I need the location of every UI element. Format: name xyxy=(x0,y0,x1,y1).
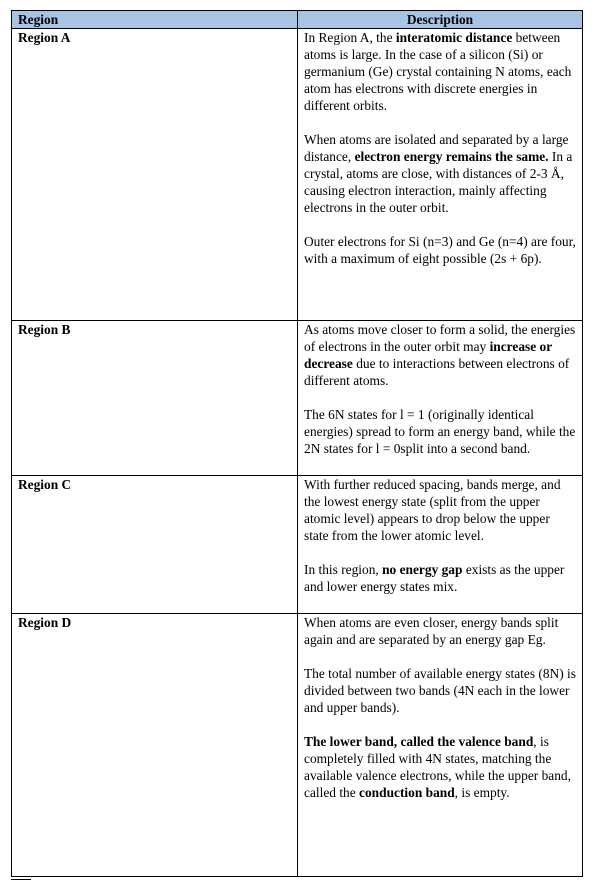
description-paragraph xyxy=(304,321,576,389)
text-run: As atoms move closer to form a solid, the energies of electrons in the outer orbit may xyxy=(304,322,576,354)
text-run: In this region, xyxy=(304,562,383,577)
region-description-table xyxy=(11,10,583,877)
header-description: Description xyxy=(298,11,583,29)
table-row xyxy=(12,29,583,321)
text-run: When atoms are even closer, energy bands split again and are separated by an energy gap Eg. xyxy=(304,615,559,647)
bottom-rule xyxy=(11,879,31,880)
region-cell: Region C xyxy=(12,476,298,614)
table-row xyxy=(12,476,583,614)
header-region: Region xyxy=(12,11,298,29)
text-run: due to interactions between electrons of different atoms. xyxy=(304,356,570,388)
description-cell xyxy=(298,476,583,614)
text-run: The total number of available energy states (8N) is divided between two bands (4N each in the lower and upper bands). xyxy=(304,666,576,715)
text-run: , is empty. xyxy=(454,785,510,800)
description-paragraph xyxy=(304,665,576,716)
table-header-row xyxy=(12,11,583,29)
description-paragraph xyxy=(304,29,576,114)
bold-text: interatomic distance xyxy=(395,30,513,45)
description-paragraph xyxy=(304,614,576,648)
region-cell: Region B xyxy=(12,321,298,476)
bold-text: no energy gap xyxy=(382,562,463,577)
table-row xyxy=(12,321,583,476)
text-run: With further reduced spacing, bands merge, and the lowest energy state (split from the upper atomic level) appears to drop below the upper state from the lower atomic level. xyxy=(304,477,561,543)
description-paragraph xyxy=(304,131,576,216)
region-cell: Region D xyxy=(12,614,298,877)
text-run: In Region A, the xyxy=(304,30,396,45)
description-paragraph xyxy=(304,561,576,595)
description-paragraph xyxy=(304,476,576,544)
region-cell: Region A xyxy=(12,29,298,321)
description-paragraph xyxy=(304,233,576,267)
bold-text: conduction band xyxy=(359,785,455,800)
bold-text: The lower band, called the valence band xyxy=(304,734,534,749)
bold-text: electron energy remains the same. xyxy=(354,149,549,164)
text-run: between atoms is large. In the case of a silicon (Si) or germanium (Ge) crystal containing N atoms, each atom has electrons with discrete energies in different orbits. xyxy=(304,30,572,113)
description-cell xyxy=(298,29,583,321)
text-run: When atoms are isolated and separated by a large distance, xyxy=(304,132,569,164)
description-cell xyxy=(298,321,583,476)
description-paragraph xyxy=(304,733,576,801)
text-run: exists as the upper and lower energy states mix. xyxy=(304,562,565,594)
description-cell xyxy=(298,614,583,877)
table-row xyxy=(12,614,583,877)
text-run: Outer electrons for Si (n=3) and Ge (n=4) are four, with a maximum of eight possible (2s + 6p). xyxy=(304,234,576,266)
description-paragraph xyxy=(304,406,576,457)
bold-text: increase or decrease xyxy=(304,339,552,371)
text-run: In a crystal, atoms are close, with distances of 2-3 Å, causing electron interaction, mainly affecting electrons in the outer orbit. xyxy=(304,149,573,215)
text-run: The 6N states for l = 1 (originally identical energies) spread to form an energy band, while the 2N states for l = 0split into a second band. xyxy=(304,407,576,456)
text-run: , is completely filled with 4N states, matching the available valence electrons, while the upper band, called the xyxy=(304,734,571,800)
